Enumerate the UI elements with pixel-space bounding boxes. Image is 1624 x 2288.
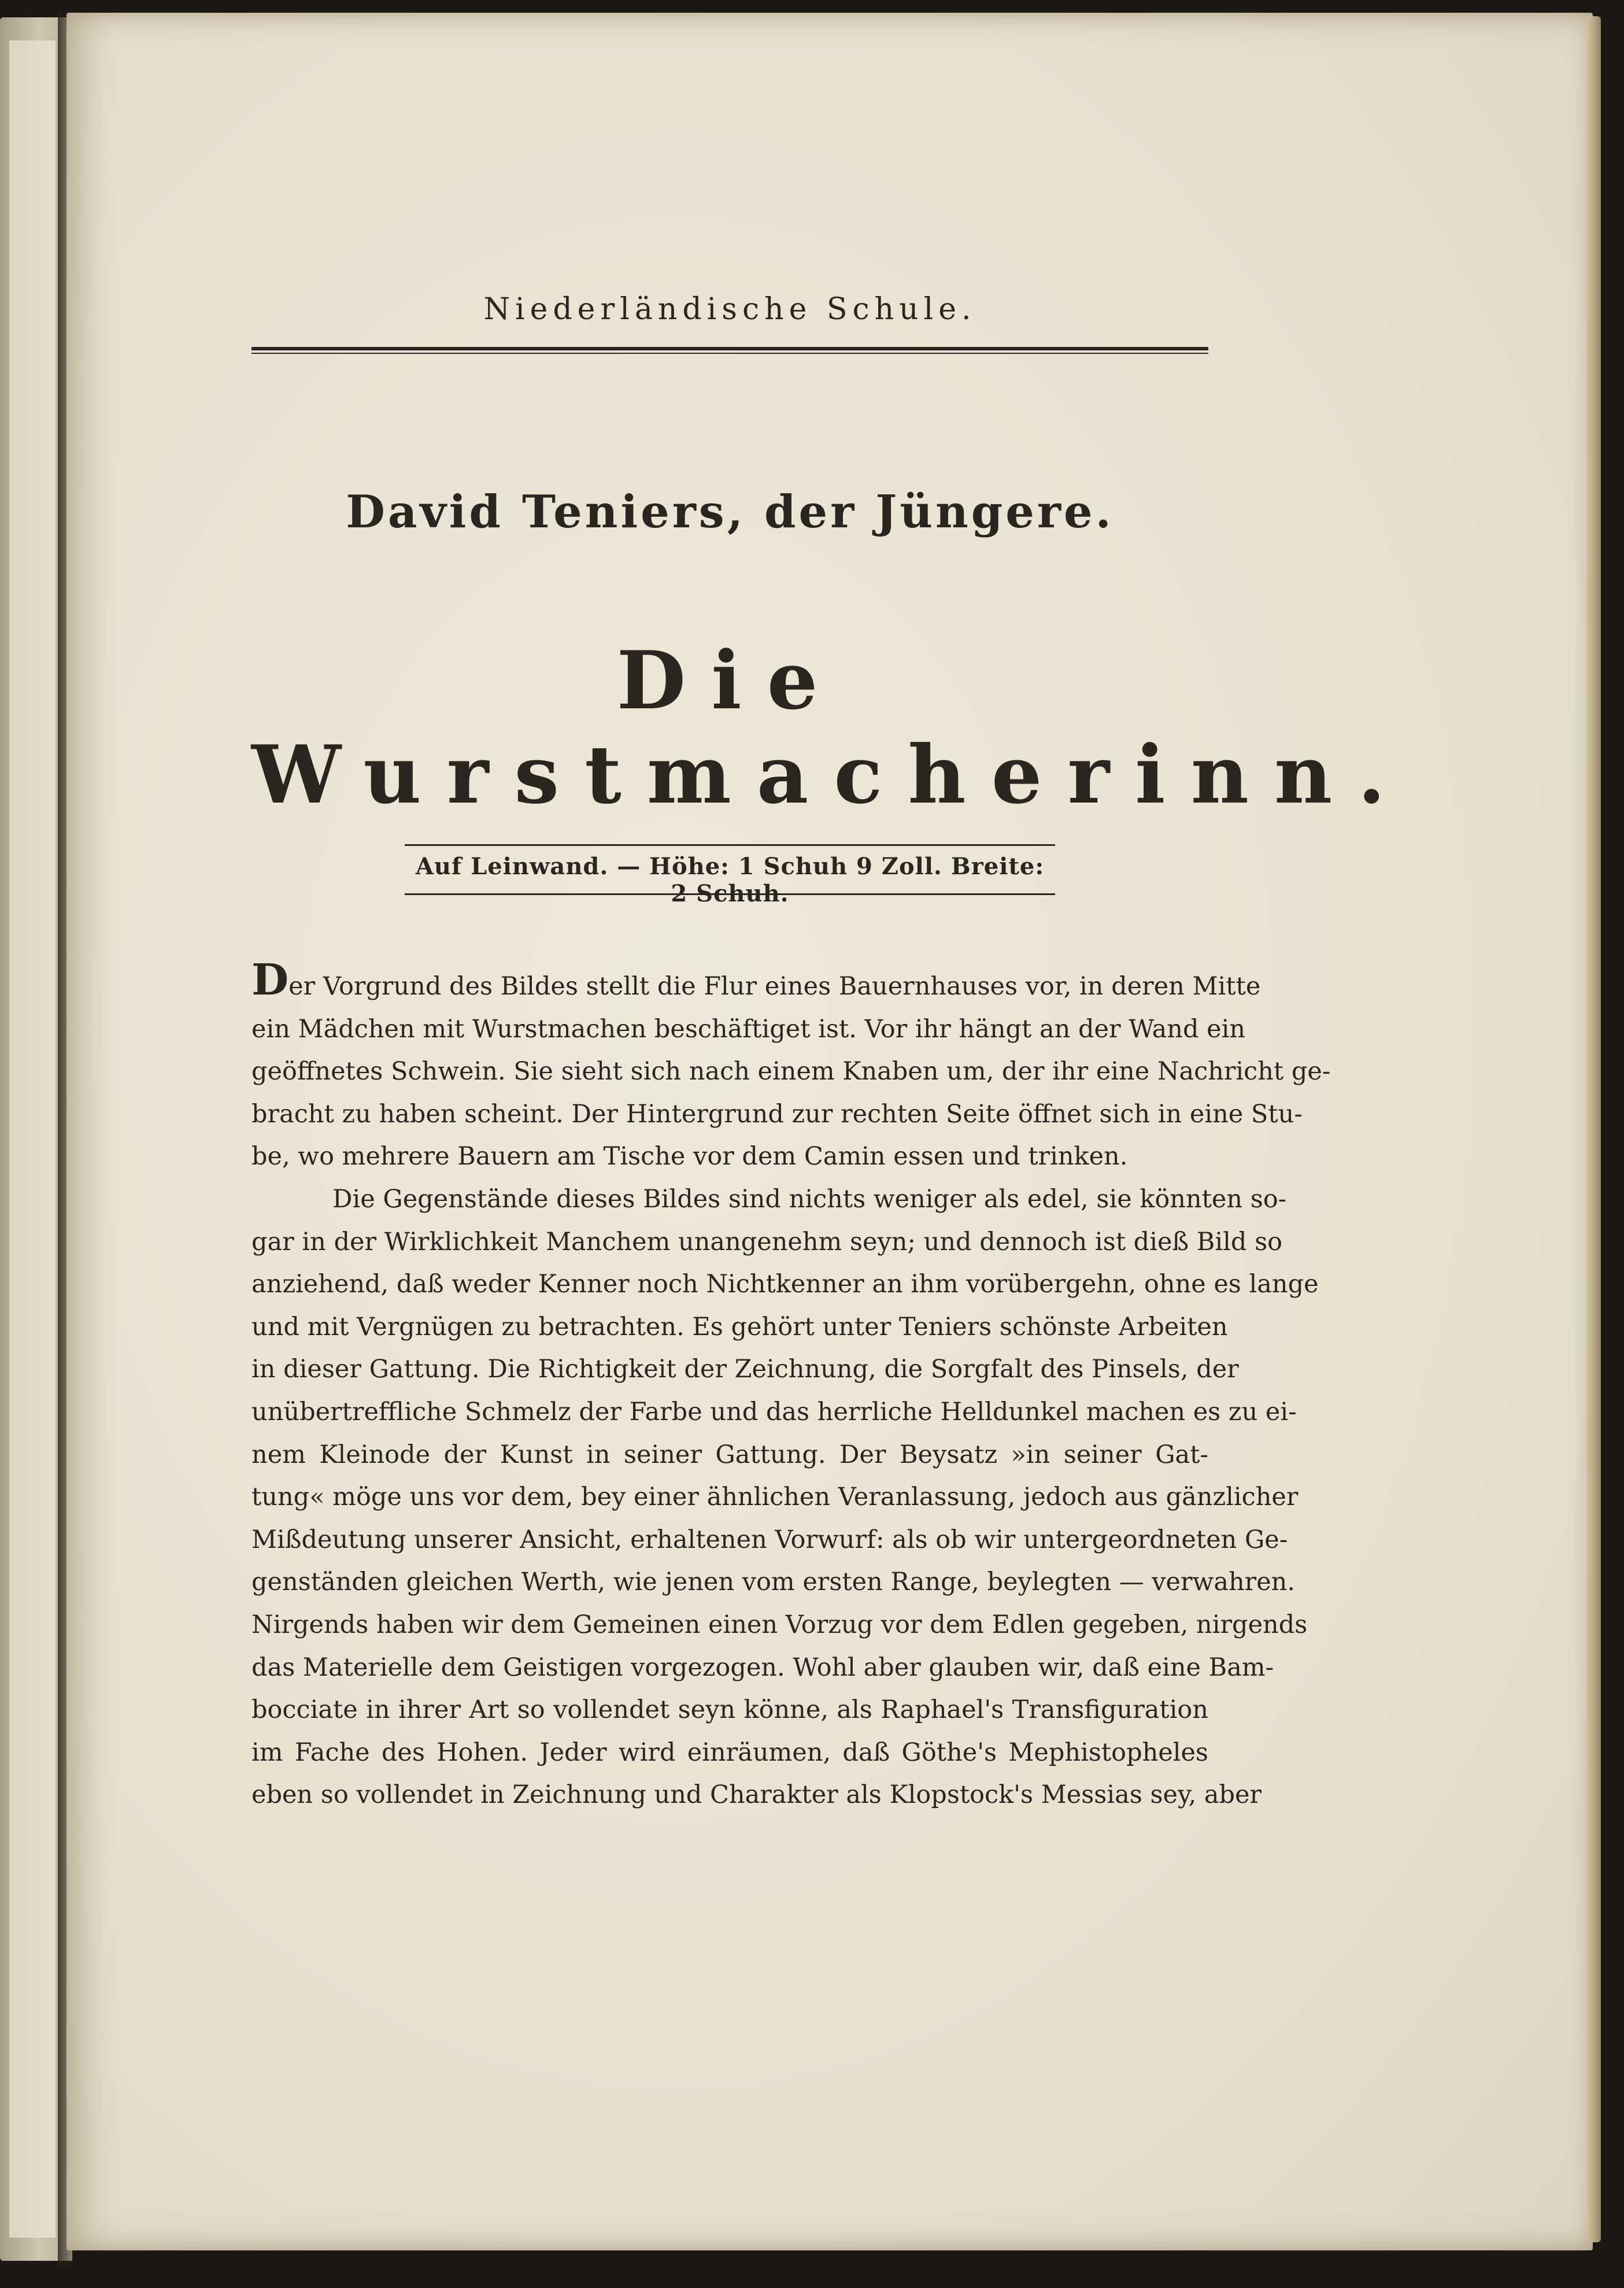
text-line: eben so vollendet in Zeichnung und Charakter als Klopstock's Messias sey, aber xyxy=(251,1780,1262,1810)
text-line: und mit Vergnügen zu betrachten. Es gehört unter Teniers schönste Arbeiten xyxy=(251,1312,1228,1341)
text-line: unübertreffliche Schmelz der Farbe und das herrliche Helldunkel machen es zu ei- xyxy=(251,1397,1297,1426)
drop-cap: D xyxy=(251,955,289,1005)
text-line: nem Kleinode der Kunst in seiner Gattung. Der Beysatz »in seiner Gat- xyxy=(251,1440,1208,1469)
text-line: gar in der Wirklichkeit Manchem unangenehm seyn; und dennoch ist dieß Bild so xyxy=(251,1227,1283,1256)
painting-dimensions: Auf Leinwand. — Höhe: 1 Schuh 9 Zoll. Breite: 2 Schuh. xyxy=(415,853,1045,907)
text-line: ein Mädchen mit Wurstmachen beschäftiget ist. Vor ihr hängt an der Wand ein xyxy=(251,1014,1246,1044)
dimensions-rule-bottom xyxy=(405,893,1055,895)
section-header: Niederländische Schule. xyxy=(483,292,976,327)
dimensions-rule-top xyxy=(405,844,1055,846)
text-line: das Materielle dem Geistigen vorgezogen. Wohl aber glauben wir, daß eine Bam- xyxy=(251,1653,1274,1682)
text-line: Der Vorgrund des Bildes stellt die Flur eines Bauernhauses vor, in deren Mitte xyxy=(251,955,1261,1005)
text-line: geöffnetes Schwein. Sie sieht sich nach einem Knaben um, der ihr eine Nachricht ge- xyxy=(251,1057,1331,1086)
text-line: anziehend, daß weder Kenner noch Nichtkenner an ihm vorübergehn, ohne es lange xyxy=(251,1270,1319,1299)
text-line: bocciate in ihrer Art so vollendet seyn könne, als Raphael's Transfiguration xyxy=(251,1695,1208,1725)
text-line: Mißdeutung unserer Ansicht, erhaltenen Vorwurf: als ob wir untergeordneten Ge- xyxy=(251,1525,1288,1554)
text-line: im Fache des Hohen. Jeder wird einräumen, daß Göthe's Mephistopheles xyxy=(251,1738,1208,1767)
painting-title: Die Wurstmacherinn. xyxy=(251,633,1411,822)
body-text xyxy=(251,955,1331,1817)
text-line: Nirgends haben wir dem Gemeinen einen Vorzug vor dem Edlen gegeben, nirgends xyxy=(251,1610,1308,1639)
text-line: be, wo mehrere Bauern am Tische vor dem Camin essen und trinken. xyxy=(251,1142,1128,1171)
header-rule xyxy=(251,347,1208,354)
text-line: tung« möge uns vor dem, bey einer ähnlichen Veranlassung, jedoch aus gänzlicher xyxy=(251,1483,1299,1512)
text-line: Die Gegenstände dieses Bildes sind nichts weniger als edel, sie könnten so- xyxy=(332,1184,1287,1214)
page-fore-edge xyxy=(1587,16,1601,2242)
text-line: genständen gleichen Werth, wie jenen vom ersten Range, beylegten — verwahren. xyxy=(251,1568,1296,1597)
text-line: bracht zu haben scheint. Der Hintergrund zur rechten Seite öffnet sich in eine Stu- xyxy=(251,1099,1303,1129)
artist-name: David Teniers, der Jüngere. xyxy=(346,486,1114,538)
text-line: in dieser Gattung. Die Richtigkeit der Zeichnung, die Sorgfalt des Pinsels, der xyxy=(251,1355,1239,1384)
